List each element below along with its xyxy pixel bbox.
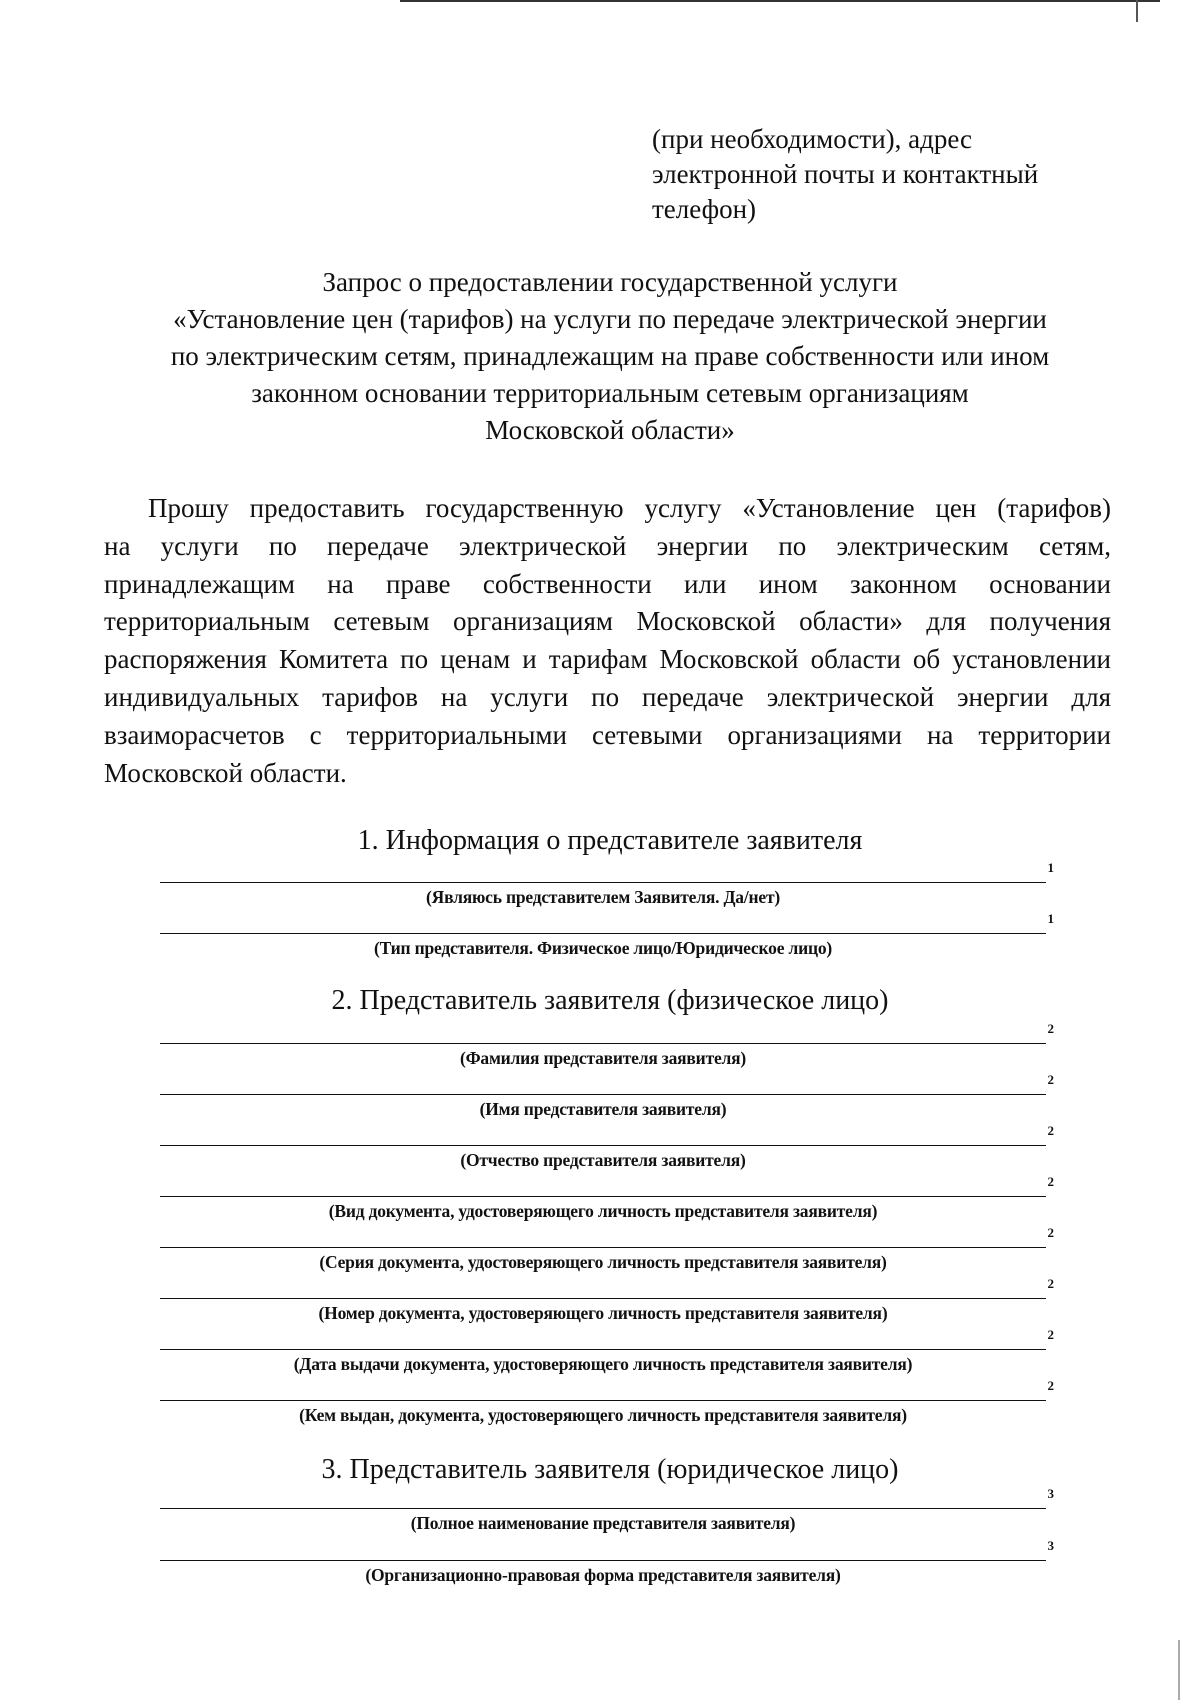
- fill-line: [160, 933, 1046, 934]
- field-caption: (Номер документа, удостоверяющего личность представителя заявителя): [318, 1303, 888, 1323]
- form-field-is-representative[interactable]: [160, 860, 1054, 932]
- form-field-id-document-series[interactable]: [160, 1225, 1054, 1297]
- field-caption: (Полное наименование представителя заявителя): [410, 1513, 796, 1533]
- section-heading-legal-entity: 3. Представитель заявителя (юридическое лицо): [321, 1454, 899, 1485]
- form-field-patronymic[interactable]: [160, 1123, 1054, 1195]
- form-field-id-document-number[interactable]: [160, 1276, 1054, 1348]
- scan-edge-top: [400, 0, 1160, 2]
- form-field-id-document-issuer[interactable]: [160, 1378, 1054, 1450]
- footnote-mark: 3: [1047, 1538, 1054, 1553]
- field-caption: (Отчество представителя заявителя): [460, 1150, 746, 1170]
- section-heading-individual: 2. Представитель заявителя (физическое лицо): [331, 985, 889, 1016]
- fill-line: [160, 1560, 1046, 1561]
- field-caption: (Дата выдачи документа, удостоверяющего личность представителя заявителя): [293, 1354, 913, 1374]
- field-caption: (Являюсь представителем Заявителя. Да/нет): [426, 887, 780, 907]
- form-field-surname[interactable]: [160, 1021, 1054, 1093]
- fill-line: [160, 1196, 1046, 1197]
- scan-edge-mark: [1136, 0, 1138, 22]
- title-line: законном основании территориальным сетевым организациям: [251, 378, 969, 408]
- footnote-mark: 2: [1047, 1225, 1054, 1240]
- body-line: принадлежащим на праве собственности или ином законном основании: [104, 568, 1111, 599]
- request-title: [90, 264, 1130, 449]
- footnote-mark: 1: [1047, 860, 1054, 875]
- fill-line: [160, 1400, 1046, 1401]
- footnote-mark: 2: [1047, 1327, 1054, 1342]
- body-line: индивидуальных тарифов на услуги по передаче электрической энергии для: [104, 681, 1111, 712]
- footnote-mark: 2: [1047, 1021, 1054, 1036]
- footnote-mark: 2: [1047, 1072, 1054, 1087]
- footnote-mark: 2: [1047, 1123, 1054, 1138]
- field-caption: (Тип представителя. Физическое лицо/Юридическое лицо): [373, 938, 833, 958]
- address-line: (при необходимости), адрес: [652, 124, 973, 154]
- field-caption: (Фамилия представителя заявителя): [459, 1048, 747, 1068]
- field-caption: (Организационно-правовая форма представителя заявителя): [365, 1565, 841, 1585]
- fill-line: [160, 882, 1046, 883]
- request-body-paragraph: [104, 490, 1111, 792]
- title-line: Запрос о предоставлении государственной услуги: [322, 267, 898, 297]
- form-field-full-name[interactable]: [160, 1486, 1054, 1558]
- fill-line: [160, 1145, 1046, 1146]
- body-line: Прошу предоставить государственную услугу «Установление цен (тарифов): [148, 493, 1111, 523]
- fill-line: [160, 1298, 1046, 1299]
- title-line: по электрическим сетям, принадлежащим на праве собственности или ином: [170, 341, 1050, 371]
- form-field-first-name[interactable]: [160, 1072, 1054, 1144]
- applicant-address-block: [652, 122, 1122, 227]
- section-heading-representative-info: 1. Информация о представителе заявителя: [357, 825, 863, 856]
- field-caption: (Кем выдан, документа, удостоверяющего личность представителя заявителя): [299, 1405, 907, 1425]
- footnote-mark: 2: [1047, 1378, 1054, 1393]
- fill-line: [160, 1508, 1046, 1509]
- fill-line: [160, 1349, 1046, 1350]
- title-line: Московской области»: [485, 415, 735, 445]
- address-line: электронной почты и контактный: [652, 159, 1039, 189]
- fill-line: [160, 1247, 1046, 1248]
- form-field-id-document-type[interactable]: [160, 1174, 1054, 1246]
- footnote-mark: 3: [1047, 1486, 1054, 1501]
- footnote-mark: 1: [1047, 911, 1054, 926]
- footnote-mark: 2: [1047, 1174, 1054, 1189]
- form-field-id-document-issue-date[interactable]: [160, 1327, 1054, 1399]
- scan-edge-mark-bottom: [1178, 1640, 1180, 1700]
- body-line: на услуги по передаче электрической энергии по электрическим сетям,: [104, 530, 1111, 561]
- body-line: взаиморасчетов с территориальными сетевыми организациями на территории: [104, 719, 1111, 750]
- field-caption: (Серия документа, удостоверяющего личность представителя заявителя): [319, 1252, 887, 1272]
- form-field-representative-type[interactable]: [160, 911, 1054, 983]
- field-caption: (Имя представителя заявителя): [479, 1099, 727, 1119]
- footnote-mark: 2: [1047, 1276, 1054, 1291]
- field-caption: (Вид документа, удостоверяющего личность представителя заявителя): [328, 1201, 878, 1221]
- fill-line: [160, 1094, 1046, 1095]
- title-line: «Установление цен (тарифов) на услуги по передаче электрической энергии: [173, 304, 1047, 334]
- body-line: территориальным сетевым организациям Московской области» для получения: [104, 606, 1111, 637]
- body-line: распоряжения Комитета по ценам и тарифам Московской области об установлении: [104, 644, 1111, 675]
- fill-line: [160, 1043, 1046, 1044]
- form-field-legal-form[interactable]: [160, 1538, 1054, 1610]
- body-line: Московской области.: [104, 757, 347, 788]
- address-line: телефон): [652, 194, 757, 224]
